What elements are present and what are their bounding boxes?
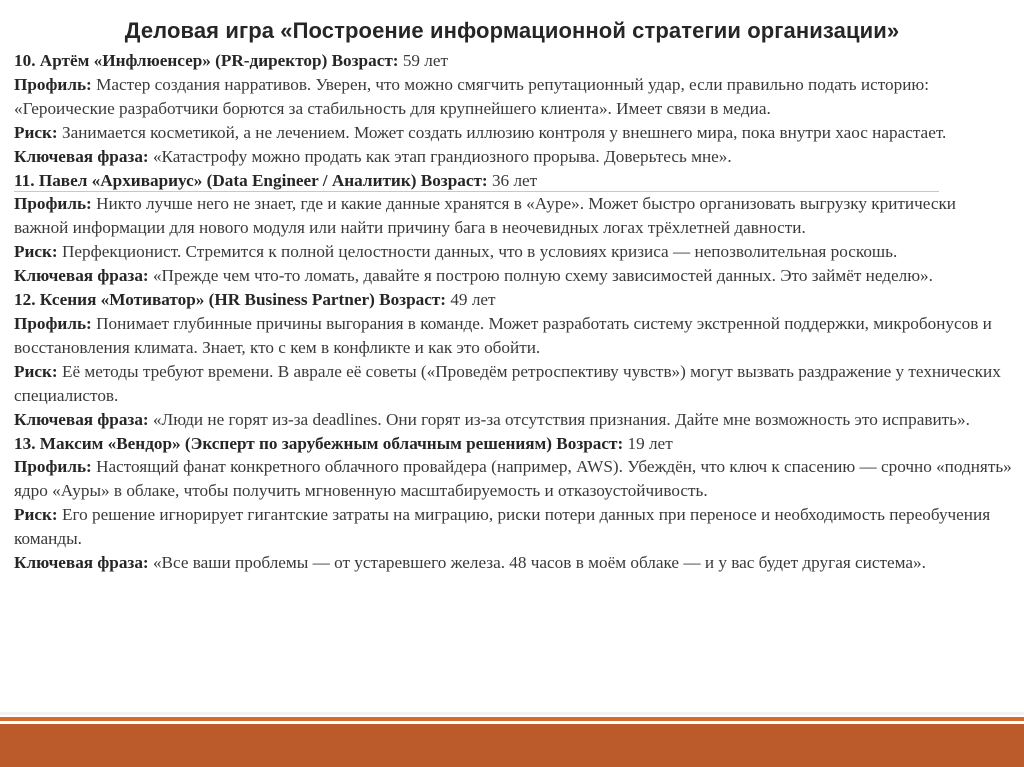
risk-text: Перфекционист. Стремится к полной целостности данных, что в условиях кризиса — непозволительная роскошь.	[57, 242, 898, 262]
footer-light-line	[0, 712, 1024, 715]
risk-text: Его решение игнорирует гигантские затраты на миграцию, риски потери данных при переносе и необходимость переобучения команды.	[14, 505, 991, 549]
profile-label: Профиль:	[14, 74, 92, 94]
person-risk	[14, 503, 1014, 551]
risk-label: Риск:	[14, 505, 58, 525]
profile-label: Профиль:	[14, 457, 92, 477]
person-risk	[14, 121, 1014, 145]
person-heading-line	[14, 169, 1014, 193]
page-title: Деловая игра «Построение информационной стратегии организации»	[124, 18, 900, 43]
phrase-text: «Катастрофу можно продать как этап грандиозного прорыва. Доверьтесь мне».	[148, 146, 732, 166]
phrase-label: Ключевая фраза:	[14, 266, 149, 286]
risk-label: Риск:	[14, 242, 58, 262]
person-heading: 10. Артём «Инфлюенсер» (PR-директор) Возраст:	[14, 51, 399, 70]
person-age: 59 лет	[398, 51, 449, 70]
section-divider	[14, 191, 939, 192]
person-phrase	[14, 264, 1014, 288]
person-phrase	[14, 408, 1014, 432]
person-age: 36 лет	[487, 170, 538, 190]
profile-label: Профиль:	[14, 313, 92, 333]
person-heading-line	[14, 288, 1014, 312]
person-risk	[14, 360, 1014, 408]
profile-label: Профиль:	[14, 194, 92, 214]
person-heading: 11. Павел «Архивариус» (Data Engineer / Аналитик) Возраст:	[14, 170, 488, 190]
person-profile	[14, 312, 1014, 360]
person-heading: 13. Максим «Вендор» (Эксперт по зарубежным облачным решениям) Возраст:	[14, 433, 624, 453]
risk-label: Риск:	[14, 122, 58, 142]
phrase-label: Ключевая фраза:	[14, 146, 149, 166]
footer-brown-block	[0, 724, 1024, 767]
phrase-text: «Все ваши проблемы — от устаревшего железа. 48 часов в моём облаке — и у вас будет другая система».	[148, 553, 926, 573]
profile-text: Мастер создания нарративов. Уверен, что можно смягчить репутационный удар, если правильно подать историю: «Героические разработчики борются за стабильность для крупнейшего клиента». Имеет связи в медиа.	[14, 74, 930, 118]
person-profile	[14, 73, 1014, 121]
person-age: 19 лет	[623, 433, 673, 453]
phrase-text: «Люди не горят из-за deadlines. Они горят из-за отсутствия признания. Дайте мне возможность это исправить».	[148, 409, 970, 429]
person-phrase	[14, 551, 1014, 575]
footer-orange-band	[0, 717, 1024, 721]
person-heading-line	[14, 49, 1014, 73]
person-heading: 12. Ксения «Мотиватор» (HR Business Partner) Возраст:	[14, 290, 447, 310]
person-phrase	[14, 145, 1014, 169]
profile-text: Никто лучше него не знает, где и какие данные хранятся в «Ауре». Может быстро организовать выгрузку критически важной информации для нового модуля или найти причину бага в неочевидных логах трёхлетней давности.	[14, 194, 956, 238]
person-profile	[14, 455, 1014, 503]
phrase-label: Ключевая фраза:	[14, 409, 149, 429]
phrase-label: Ключевая фраза:	[14, 553, 149, 573]
risk-label: Риск:	[14, 361, 58, 381]
risk-text: Её методы требуют времени. В аврале её советы («Проведём ретроспективу чувств») могут вызвать раздражение у технических специалистов.	[14, 361, 1001, 405]
person-profile	[14, 192, 1014, 240]
person-heading-line	[14, 432, 1014, 456]
profile-text: Понимает глубинные причины выгорания в команде. Может разработать систему экстренной поддержки, микробонусов и восстановления климата. Знает, кто с кем в конфликте и как это обойти.	[14, 313, 992, 357]
person-age: 49 лет	[446, 290, 496, 310]
risk-text: Занимается косметикой, а не лечением. Может создать иллюзию контроля у внешнего мира, пока внутри хаос нарастает.	[57, 122, 947, 142]
profile-text: Настоящий фанат конкретного облачного провайдера (например, AWS). Убеждён, что ключ к спасению — срочно «поднять» ядро «Ауры» в облаке, чтобы получить мгновенную масштабируемость и отказоустойчивость.	[14, 457, 1012, 501]
phrase-text: «Прежде чем что-то ломать, давайте я построю полную схему зависимостей данных. Это займёт неделю».	[148, 266, 933, 286]
person-risk	[14, 240, 1014, 264]
character-list	[14, 49, 1014, 575]
